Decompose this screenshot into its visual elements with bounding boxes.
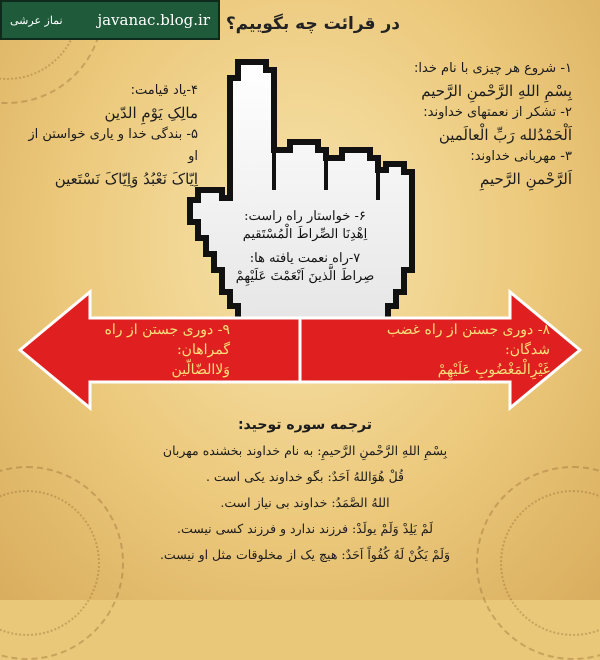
translation-line: وَلَمْ یَکُنْ لَهُ کُفُواً اَحَدٌ: هیچ یک از مخلوقات مثل او نیست. [159, 547, 451, 562]
item-6-verse: اِهْدِنَا الصِّراطَ الْمُسْتَقیم [242, 227, 368, 242]
item-1-head: ۱- شروع هر چیزی با نام خدا: [414, 61, 572, 76]
item-4-head: ۴-یاد قیامت: [130, 83, 198, 98]
arrow-right-text [370, 320, 550, 380]
item-1-verse: بِسْمِ اللهِ الرَّحْمنِ الرَّحیم [421, 82, 572, 100]
item-2-verse: اَلْحَمْدُلله رَبِّ الْعالَمین [438, 126, 572, 144]
item-5-verse: اِیّاکَ نَعْبُدُ وَاِیّاکَ نَسْتَعین [54, 170, 198, 188]
item-7-verse: صِراطَ الَّذینَ اَنْعَمْتَ عَلَیْهِمْ [235, 269, 375, 284]
item-9-verse: وَلاالضّالّین [171, 362, 230, 378]
translation-line: لَمْ یَلِدْ وَلَمْ یولَدْ: فرزند ندارد و فرزند کسی نیست. [177, 521, 433, 536]
hand-text [230, 208, 380, 292]
arrow-left-text [80, 320, 230, 380]
translation-title: ترجمه سوره توحید: [237, 417, 373, 433]
item-8-verse: غَیْرِالْمَغْضُوبِ عَلَیْهِمْ [437, 362, 550, 378]
item-4-verse: مالِکِ یَوْمِ الدّین [104, 104, 198, 122]
item-7-head: ۷-راه نعمت یافته ها: [249, 251, 361, 266]
tawhid-translation [120, 412, 490, 568]
badge-site: javanac.blog.ir [97, 11, 210, 29]
item-3-head: ۳- مهربانی خداوند: [470, 149, 572, 164]
item-8-head: ۸- دوری جستن از راه غضب شدگان: [386, 322, 550, 358]
translation-line: بِسْمِ اللهِ الرَّحْمنِ الرَّحیمِ: به نام خداوند بخشنده مهربان [162, 443, 448, 458]
translation-line: اللهُ الصَّمَدُ: خداوند بی نیاز است. [220, 495, 390, 510]
item-2-head: ۲- تشکر از نعمتهای خداوند: [423, 105, 572, 120]
item-9-head: ۹- دوری جستن از راه گمراهان: [104, 322, 230, 358]
item-6-head: ۶- خواستار راه راست: [244, 209, 366, 224]
page-title: در قرائت چه بگوییم؟ [225, 14, 400, 34]
badge-label: نماز عرشی [10, 13, 63, 27]
item-5-head: ۵- بندگی خدا و یاری خواستن از او [28, 127, 198, 164]
translation-line: قُلْ هُوَاللهُ اَحَدٌ: بگو خداوند یکی است . [205, 469, 405, 484]
item-3-verse: اَلرَّحْمنِ الرَّحیمِ [480, 170, 572, 188]
